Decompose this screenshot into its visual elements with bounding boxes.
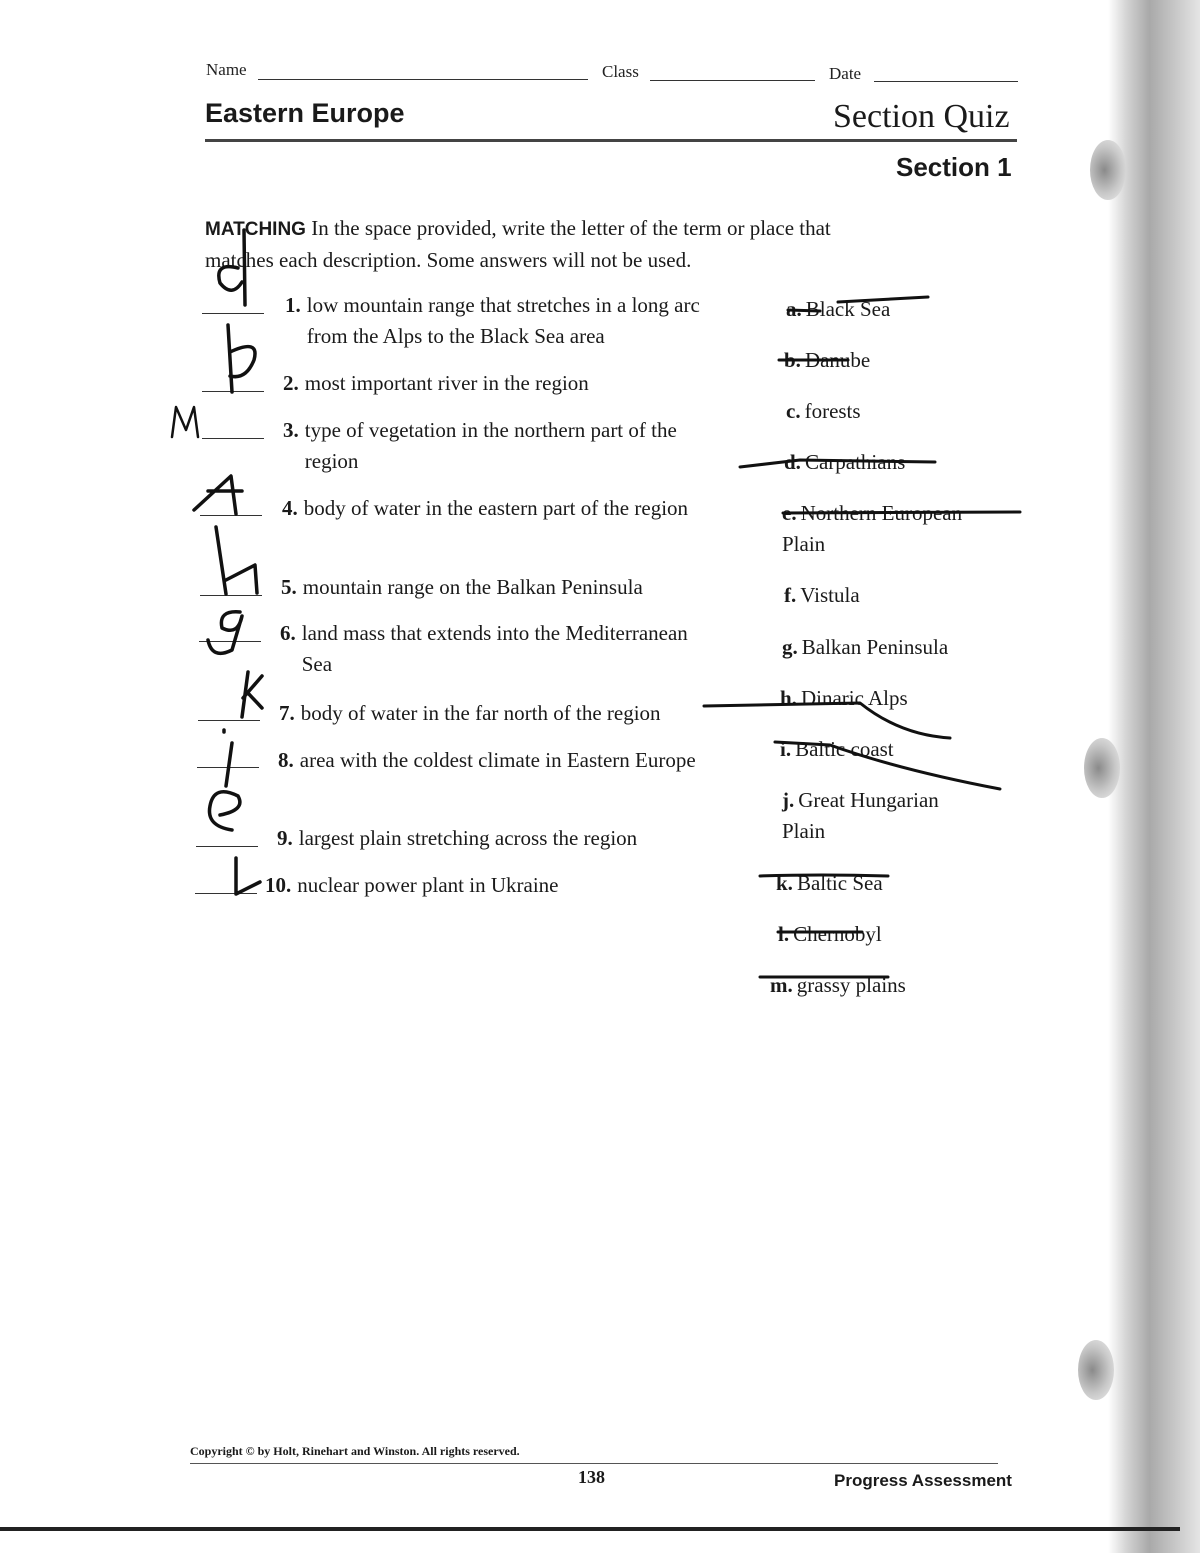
option-h: h. Dinaric Alps bbox=[780, 686, 908, 710]
footer-divider bbox=[190, 1463, 998, 1464]
instructions bbox=[205, 213, 895, 275]
name-label: Name bbox=[206, 60, 247, 79]
section-label: Section 1 bbox=[896, 152, 1012, 182]
question-10 bbox=[265, 870, 725, 901]
option-l: l. Chernobyl bbox=[778, 922, 882, 946]
question-3 bbox=[283, 415, 743, 477]
question-text: area with the coldest climate in Eastern Europe bbox=[299, 748, 696, 772]
question-text: mountain range on the Balkan Peninsula bbox=[302, 575, 643, 599]
question-number: 9. bbox=[277, 826, 293, 850]
page-bottom-edge bbox=[0, 1527, 1180, 1531]
answer-blank-6[interactable] bbox=[199, 641, 261, 642]
question-number: 2. bbox=[283, 371, 299, 395]
title-divider bbox=[205, 139, 1017, 142]
answer-blank-3[interactable] bbox=[202, 438, 264, 439]
handwritten-answer-8 bbox=[224, 730, 232, 786]
option-j: j. Great Hungarian Plain bbox=[782, 788, 939, 843]
question-9 bbox=[277, 823, 737, 854]
class-field[interactable] bbox=[650, 80, 815, 81]
handwritten-answer-7 bbox=[242, 672, 262, 717]
binder-edge bbox=[1108, 0, 1200, 1553]
question-8 bbox=[278, 745, 738, 776]
option-a: a. Black Sea bbox=[786, 297, 891, 321]
question-number: 1. bbox=[285, 293, 301, 317]
binder-hole-middle bbox=[1084, 738, 1120, 798]
copyright-text: Copyright © by Holt, Rinehart and Winston. All rights reserved. bbox=[190, 1444, 520, 1458]
book-section-label: Progress Assessment bbox=[834, 1471, 1012, 1490]
question-7 bbox=[279, 698, 739, 729]
question-1 bbox=[285, 290, 745, 352]
option-i: i. Baltic coast bbox=[780, 737, 894, 761]
date-field[interactable] bbox=[874, 81, 1018, 82]
question-number: 3. bbox=[283, 418, 299, 442]
binder-hole-bottom bbox=[1078, 1340, 1114, 1400]
option-k: k. Baltic Sea bbox=[776, 871, 883, 895]
name-field[interactable] bbox=[258, 79, 588, 80]
instructions-heading: MATCHING bbox=[205, 219, 306, 240]
option-b: b. Danube bbox=[784, 348, 871, 372]
instructions-text: In the space provided, write the letter of the term or place that matches each description. Some answers will not be used. bbox=[205, 216, 831, 272]
question-text: land mass that extends into the Mediterranean Sea bbox=[301, 621, 688, 676]
question-text: low mountain range that stretches in a long arc from the Alps to the Black Sea area bbox=[306, 293, 700, 348]
class-label: Class bbox=[602, 62, 639, 81]
option-d: d. Carpathians bbox=[784, 450, 906, 474]
question-text: body of water in the eastern part of the region bbox=[303, 496, 689, 520]
question-number: 10. bbox=[265, 873, 292, 897]
page-number: 138 bbox=[578, 1467, 605, 1487]
question-text: most important river in the region bbox=[304, 371, 589, 395]
answer-blank-5[interactable] bbox=[200, 595, 262, 596]
answer-blank-8[interactable] bbox=[197, 767, 259, 768]
answer-blank-9[interactable] bbox=[196, 846, 258, 847]
option-g: g. Balkan Peninsula bbox=[782, 635, 949, 659]
question-text: body of water in the far north of the region bbox=[300, 701, 661, 725]
answer-blank-10[interactable] bbox=[195, 893, 257, 894]
handwritten-answer-10 bbox=[236, 858, 260, 894]
answer-blank-4[interactable] bbox=[200, 515, 262, 516]
page-title: Eastern Europe bbox=[205, 98, 405, 128]
answer-blank-1[interactable] bbox=[202, 313, 264, 314]
question-2 bbox=[283, 368, 743, 399]
handwritten-answer-9 bbox=[209, 792, 239, 830]
question-number: 6. bbox=[280, 621, 296, 645]
question-5 bbox=[281, 572, 741, 603]
question-text: nuclear power plant in Ukraine bbox=[297, 873, 559, 897]
option-m: m. grassy plains bbox=[770, 973, 906, 997]
question-number: 7. bbox=[279, 701, 295, 725]
answer-blank-2[interactable] bbox=[202, 391, 264, 392]
question-number: 4. bbox=[282, 496, 298, 520]
handwritten-answer-2 bbox=[228, 325, 255, 392]
question-number: 5. bbox=[281, 575, 297, 599]
option-f: f. Vistula bbox=[784, 583, 860, 607]
binder-hole-top bbox=[1090, 140, 1126, 200]
question-text: largest plain stretching across the region bbox=[298, 826, 638, 850]
handwritten-answer-5 bbox=[216, 527, 257, 594]
question-6 bbox=[280, 618, 740, 680]
question-text: type of vegetation in the northern part of the region bbox=[304, 418, 677, 473]
date-label: Date bbox=[829, 64, 862, 83]
option-e: e. Northern European Plain bbox=[782, 501, 963, 556]
handwritten-answer-4 bbox=[194, 476, 242, 514]
question-number: 8. bbox=[278, 748, 294, 772]
question-4 bbox=[282, 493, 742, 524]
handwritten-answer-6 bbox=[208, 612, 242, 654]
option-c: c. forests bbox=[786, 399, 861, 423]
quiz-label: Section Quiz bbox=[833, 98, 1010, 135]
answer-blank-7[interactable] bbox=[198, 720, 260, 721]
handwritten-answer-3 bbox=[172, 407, 198, 437]
